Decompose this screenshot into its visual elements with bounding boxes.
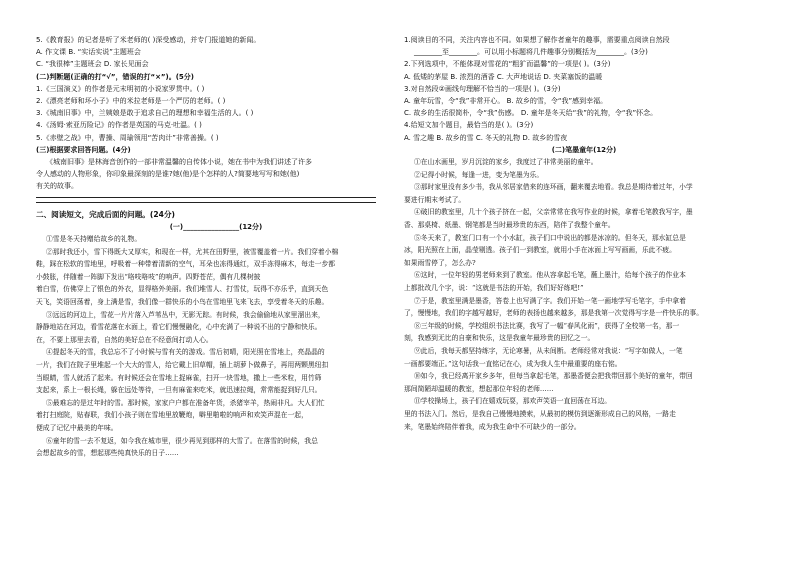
passage2-line: ⑤冬天来了，教室门口有一个小水缸，孩子们口中说出的都是冰凉的。但冬天，那水缸总是 — [414, 233, 686, 242]
question-line: C. 故乡的生活很简朴，令“我”伤感。 D. 童年是冬天给“我”的礼物，令“我”怀念。 — [404, 109, 658, 118]
passage1-line: 在，不要上那里去看，自然的美好总在不经意间打动人心。 — [36, 335, 213, 344]
answer-line: 有关的故事。 — [36, 182, 78, 191]
question-line: A. 低矮的茅屋 B. 浓烈的酒香 C. 大声地说话 D. 夹菜塞饭的温暖 — [404, 72, 603, 81]
passage1-line: 天飞，笑语回荡着，身上满是雪，我们像一群快乐的小鸟在雪地里飞来飞去，享受着冬天的乐趣。 — [36, 298, 329, 307]
answer-writing-line[interactable] — [36, 202, 376, 203]
passage1-text — [36, 233, 396, 460]
judge-item: 2.《漂亮老师和坏小子》中的米拉老师是一个严厉的老师。( ) — [36, 97, 226, 106]
passage2-line: 来，笔墨始终陪伴着我，成为我生命中不可缺少的一部分。 — [404, 422, 581, 431]
passage2-title: (二)笔墨童年(12分) — [551, 145, 617, 154]
passage2-line: 上都批改几个字，说：“这就是书法的开始，我们好好练吧!” — [404, 283, 584, 292]
passage2-line: ⑩如今，我已经离开家乡多年，但每当拿起毛笔，那墨香便会把我带回那个美好的童年，带回 — [414, 372, 693, 381]
question-line: 1.阅读目的不同，关注内容也不同。如果想了解作者童年的趣事，需要重点阅读自然段 — [404, 36, 670, 44]
passage1-line: 小鼓胀，伴随着一阵脚下发出“咯吱咯吱”的响声。四野苍茫，偶有几棵树披 — [36, 272, 261, 281]
passage2-line: 那间简陋却温暖的教室，想起那位年轻的老师…… — [404, 384, 554, 393]
question-line: ________至________。可以用小标题将几件趣事分别概括为________。(3分) — [414, 48, 648, 57]
passage1-line: 着白雪，仿佛穿上了银色的外衣，显得格外美丽。我们堆雪人、打雪仗，玩得不亦乐乎，直到天色 — [36, 285, 329, 294]
passage1-line: 当眼睛，雪人就活了起来。有时候还会在雪地上捉麻雀，扫开一块雪地，撒上一些米粒，用竹筛 — [36, 373, 322, 382]
judge-item: 1.《三国演义》的作者是元末明初的小说家罗贯中。( ) — [36, 84, 205, 93]
passage1-line: 会想起故乡的雪，想起那些纯真快乐的日子…… — [36, 449, 179, 458]
question-line: 2.下列选项中，不能体现对雪花的“粗犷而温馨”的一项是( )。(3分) — [404, 60, 611, 69]
passage2-line: ④破旧的教室里，几十个孩子挤在一起，父亲常常在我写作业的时候，拿着毛笔教我写字，墨 — [414, 208, 693, 217]
passage2-text — [404, 156, 764, 433]
passage1-line: 便成了记忆中最美的年味。 — [36, 423, 118, 432]
judge-item: 3.《城南旧事》中，兰姨娘是敢于追求自己的理想和幸福生活的人。( ) — [36, 109, 254, 118]
passage1-line: ①雪是冬天持赠给故乡的礼物。 — [46, 235, 142, 244]
passage1-line: 支起来，系上一根长绳，躲在远处等待，一旦有麻雀来吃米，就迅速拉绳，常常能捉到好几只。 — [36, 386, 322, 395]
passage1-line: 静静地站在河边，看雪花落在水面上，看它们慢慢融化，心中充满了一种说不出的宁静和快乐。 — [36, 323, 322, 332]
mc-line: A. 作文课 B. “实话实说”主题班会 — [36, 48, 141, 57]
passage2-line: 里的书法入门。然后，是我自己慢慢地摸索，从最初的模仿到逐渐形成自己的风格，一路走 — [404, 409, 676, 418]
passage2-line: ⑨此后，我每天都坚持练字，无论寒暑，从未间断。老师经常对我说：“写字如做人，一笔 — [414, 346, 683, 355]
judge-item: 5.《赤壁之战》中，曹操、周瑜领用“苦肉计”非常善操。( ) — [36, 133, 219, 142]
passage1-line: ③远远的河边上，雪花一片片落入芦苇丛中，无影无踪。有时候，我会偷偷地从家里溜出来， — [46, 310, 325, 319]
passage1-line: ⑤最难忘的是过年时的雪。那时候，家家户户都在准备年货，杀猪宰羊，热闹非凡。大人们忙 — [46, 398, 325, 407]
reading-header: 二、阅读短文，完成后面的问题。(24分) — [36, 209, 176, 219]
mc-line: 5.《教育报》的记者是听了米老师的( )深受感动，并专门报道她的新闻。 — [36, 36, 261, 44]
judge-item: 4.《汤姆·索亚历险记》的作者是英国的马克·吐温。( ) — [36, 121, 202, 130]
passage2-line: 要进行期末考试了。 — [404, 195, 466, 204]
left-column — [36, 34, 396, 460]
judge-header: (二)判断题(正确的打“√”，错误的打“×”)。(5分) — [36, 72, 195, 81]
question-line: 3.对自然段②画线句理解不恰当的一项是( )。(3分) — [404, 84, 561, 93]
passage1-line: ⑥童年的雪一去不复返，如今我在城市里，很少再见到那样的大雪了。在落雪的时候，我总 — [46, 436, 318, 445]
passage1-line: ②那时我还小，雪下得既大又厚实，和现在一样，尤其在田野里，被雪覆盖着一片。我们穿着小棉 — [46, 247, 339, 256]
passage1-line: 着打扫庭院，贴春联，我们小孩子则在雪地里放鞭炮，噼里啪啦的响声和欢笑声混在一起， — [36, 411, 308, 420]
passage2-line: 刻，我感到无比的自豪和快乐，这是我童年最珍贵的回忆之一。 — [404, 334, 595, 343]
passage2-line: 了，慢慢地，我们的字越写越好，老师的表扬也越来越多，那是我第一次觉得写字是一件快乐的事。 — [404, 309, 704, 318]
passage2-line: ①在山水画里，岁月沉淀的家乡，我度过了非常美丽的童年。 — [414, 158, 598, 167]
answer-line: 令人感动的人物形象，你印象最深刻的是谁?她(他)是个怎样的人?简要地写写和她(他) — [36, 170, 300, 179]
answer-header: (三)根据要求回答问题。(4分) — [36, 145, 131, 154]
passage1-line: ④提起冬天的雪，我总忘不了小时候与雪有关的游戏。雪后初晴，阳光照在雪地上，亮晶晶的 — [46, 348, 325, 357]
passage2-line: 香、那桌椅、纸墨、钢笔都是当时最珍贵的东西，陪伴了我整个童年。 — [404, 221, 615, 229]
passage2-line: 如果雨雪停了，怎么办? — [404, 258, 476, 267]
mc-line: C. “我很棒”主题班会 D. 家长见面会 — [36, 60, 149, 69]
passage1-line: 一片，我们在院子里堆起一个大大的雪人，给它戴上旧草帽，插上胡萝卜做鼻子，再用两颗黑纽扣 — [36, 360, 329, 369]
passage2-line: ⑪学校操场上，孩子们在嬉戏玩耍，那欢声笑语一直回荡在耳边。 — [414, 397, 612, 406]
question-line: A. 童年玩雪，令“我”非常开心。 B. 故乡的雪，令“我”感到幸福。 — [404, 97, 608, 106]
right-column — [404, 34, 764, 433]
passage2-line: 一画都要端正。”这句话我一直铭记在心，成为我人生中最重要的座右铭。 — [404, 359, 622, 368]
answer-writing-line[interactable] — [36, 197, 376, 198]
passage2-line: ⑦于是，教室里满是墨香，答卷上也写满了字。我们开始一笔一画地学写毛笔字，手中拿着 — [414, 296, 686, 305]
answer-line: 《城南旧事》是林海音创作的一部非常温馨的自传体小说，她在书中为我们讲述了许多 — [46, 158, 312, 167]
passage1-line: 鞋，踩在松软的雪地里，呼吸着一种带着清新的空气，耳朵也冻得通红，双手冻得麻木，每走一步都 — [36, 260, 336, 269]
passage2-line: ⑧三年级的时候，学校组织书法比赛，我写了一幅“春风化雨”，获得了全校第一名，那一 — [414, 321, 680, 330]
passage1-title: (一)________________(12分) — [169, 222, 263, 231]
question-line: A. 雪之趣 B. 故乡的雪 C. 冬天的礼物 D. 故乡的雪夜 — [404, 133, 568, 142]
passage2-line: ②记得小时候，每逢一进，变为笔墨为乐。 — [414, 170, 544, 179]
passage2-line: ③那时家里没有多少书，我从邻居家借来的连环画，翻来覆去地看。我总是期待着过年，小学 — [414, 183, 693, 192]
passage2-line: 冰，阳光照在上面，晶莹剔透。孩子们一到教室，就用小手在冰面上写写画画，乐此不疲。 — [404, 246, 676, 255]
question-line: 4.给短文加个题目，最恰当的是( )。(3分) — [404, 121, 534, 130]
passage2-line: ⑥这时，一位年轻的男老师来到了教室。他从容拿起毛笔，蘸上墨汁，给每个孩子的作业本 — [414, 271, 686, 280]
